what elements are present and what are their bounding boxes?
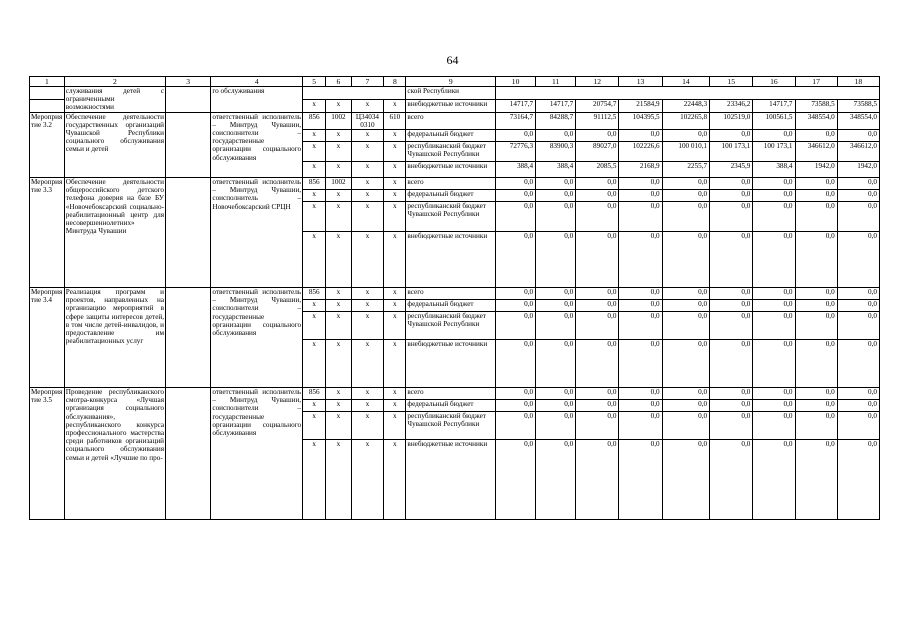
value-cell: 0,0 bbox=[496, 412, 536, 440]
cell-col3 bbox=[166, 288, 211, 388]
cell-col3 bbox=[166, 112, 211, 177]
value-cell: 346612,0 bbox=[795, 142, 837, 162]
value-cell: 0,0 bbox=[662, 400, 709, 412]
header-col-18: 18 bbox=[837, 77, 879, 87]
value-cell: 0,0 bbox=[576, 130, 619, 142]
code-cell: x bbox=[303, 312, 326, 340]
code-cell: x bbox=[384, 99, 406, 112]
table-row bbox=[30, 112, 880, 129]
value-cell: 0,0 bbox=[710, 340, 753, 388]
source-cell: внебюджетные источники bbox=[406, 99, 496, 112]
value-cell: 0,0 bbox=[536, 178, 576, 190]
value-cell: 0,0 bbox=[496, 178, 536, 190]
value-cell: 0,0 bbox=[536, 388, 576, 400]
value-cell: 0,0 bbox=[496, 190, 536, 202]
code-cell: x bbox=[384, 202, 406, 232]
value-cell: 0,0 bbox=[753, 312, 795, 340]
value-cell: 0,0 bbox=[619, 178, 662, 190]
continuation-executor: го обслуживания bbox=[211, 87, 303, 113]
code-cell: x bbox=[384, 190, 406, 202]
code-cell: x bbox=[326, 202, 351, 232]
code-cell: x bbox=[326, 300, 351, 312]
table-row bbox=[30, 288, 880, 300]
value-cell: 0,0 bbox=[536, 202, 576, 232]
value-cell: 100 173,1 bbox=[710, 142, 753, 162]
code-cell: 856 bbox=[303, 112, 326, 129]
source-cell: республиканский бюджет Чувашской Республики bbox=[406, 312, 496, 340]
code-cell: x bbox=[351, 99, 384, 112]
code-cell: x bbox=[326, 190, 351, 202]
code-cell: x bbox=[303, 162, 326, 178]
value-cell: 0,0 bbox=[496, 288, 536, 300]
value-cell: 0,0 bbox=[795, 288, 837, 300]
value-cell: 0,0 bbox=[795, 440, 837, 520]
source-cell: федеральный бюджет bbox=[406, 130, 496, 142]
value-cell: 0,0 bbox=[837, 130, 879, 142]
source-cell: внебюджетные источники bbox=[406, 340, 496, 388]
value-cell: 20754,7 bbox=[576, 99, 619, 112]
table-row bbox=[30, 388, 880, 400]
code-cell: x bbox=[303, 232, 326, 288]
source-cell: внебюджетные источники bbox=[406, 232, 496, 288]
header-col-9: 9 bbox=[406, 77, 496, 87]
value-cell: 100561,5 bbox=[753, 112, 795, 129]
value-cell: 0,0 bbox=[753, 288, 795, 300]
source-cell: всего bbox=[406, 388, 496, 400]
value-cell: 0,0 bbox=[576, 300, 619, 312]
value-cell: 0,0 bbox=[837, 300, 879, 312]
value-cell: 73164,7 bbox=[496, 112, 536, 129]
value-cell: 0,0 bbox=[619, 130, 662, 142]
code-cell: 1002 bbox=[326, 112, 351, 129]
value-cell: 0,0 bbox=[662, 130, 709, 142]
value-cell: 0,0 bbox=[710, 312, 753, 340]
code-cell: x bbox=[303, 300, 326, 312]
measure-description: Проведение республиканского смотра-конкурса «Лучшая организация социального обслуживания», республиканского конкурса профессионального мастерства среди работников организаций социального обслуживания семьи и детей «Лучшие по про- bbox=[64, 388, 165, 520]
value-cell: 0,0 bbox=[710, 232, 753, 288]
value-cell: 102265,8 bbox=[662, 112, 709, 129]
header-col-6: 6 bbox=[326, 77, 351, 87]
measure-executor: ответственный исполнитель – Минтруд Чувашии, соисполнители – государственные организации социального обслуживания bbox=[211, 112, 303, 177]
source-cell: республиканский бюджет Чувашской Республики bbox=[406, 412, 496, 440]
value-cell: 0,0 bbox=[662, 340, 709, 388]
value-cell: 0,0 bbox=[619, 388, 662, 400]
code-cell: 610 bbox=[384, 112, 406, 129]
code-cell: x bbox=[351, 300, 384, 312]
code-cell: x bbox=[384, 312, 406, 340]
value-cell: 0,0 bbox=[576, 312, 619, 340]
value-cell: 0,0 bbox=[619, 232, 662, 288]
code-cell: x bbox=[303, 400, 326, 412]
code-cell: x bbox=[384, 178, 406, 190]
value-cell: 0,0 bbox=[496, 300, 536, 312]
measure-executor: ответственный исполнитель – Минтруд Чувашии, соисполнители – государственные организации социального обслуживания bbox=[211, 388, 303, 520]
value-cell: 388,4 bbox=[496, 162, 536, 178]
table-row bbox=[30, 178, 880, 190]
value-cell: 0,0 bbox=[496, 202, 536, 232]
table-body bbox=[30, 77, 880, 520]
header-col-1: 1 bbox=[30, 77, 65, 87]
value-cell: 0,0 bbox=[753, 232, 795, 288]
value-cell: 348554,0 bbox=[837, 112, 879, 129]
code-cell: x bbox=[303, 99, 326, 112]
value-cell: 0,0 bbox=[536, 288, 576, 300]
value-cell: 0,0 bbox=[619, 340, 662, 388]
code-cell: x bbox=[326, 130, 351, 142]
continuation-row-1 bbox=[30, 87, 880, 100]
value-cell: 0,0 bbox=[795, 300, 837, 312]
value-cell: 348554,0 bbox=[795, 112, 837, 129]
value-cell: 0,0 bbox=[710, 288, 753, 300]
measure-name: Мероприятие 3.3 bbox=[30, 178, 65, 288]
code-cell: x bbox=[326, 312, 351, 340]
header-col-12: 12 bbox=[576, 77, 619, 87]
code-cell: x bbox=[384, 142, 406, 162]
value-cell: 0,0 bbox=[662, 178, 709, 190]
cell-values-empty bbox=[496, 87, 880, 100]
value-cell: 388,4 bbox=[536, 162, 576, 178]
code-cell: x bbox=[384, 412, 406, 440]
value-cell: 0,0 bbox=[795, 388, 837, 400]
code-cell: x bbox=[351, 388, 384, 400]
value-cell: 0,0 bbox=[710, 178, 753, 190]
measure-executor: ответственный исполнитель – Минтруд Чувашии, соисполнитель – Новочебоксарский СРЦН bbox=[211, 178, 303, 288]
source-cell: федеральный бюджет bbox=[406, 400, 496, 412]
value-cell: 22448,3 bbox=[662, 99, 709, 112]
source-cell: всего bbox=[406, 112, 496, 129]
measure-name: Мероприятие 3.2 bbox=[30, 112, 65, 177]
value-cell: 0,0 bbox=[710, 202, 753, 232]
value-cell: 0,0 bbox=[795, 202, 837, 232]
value-cell: 0,0 bbox=[576, 232, 619, 288]
value-cell: 0,0 bbox=[536, 190, 576, 202]
cell-col1 bbox=[30, 87, 65, 100]
value-cell: 0,0 bbox=[837, 388, 879, 400]
measure-description: Обеспечение деятельности общероссийского детского телефона доверия на базе БУ «Новочебоксарский социально-реабилитационный центр для несовершеннолетних» Минтруда Чувашии bbox=[64, 178, 165, 288]
code-cell: x bbox=[351, 130, 384, 142]
value-cell: 0,0 bbox=[619, 202, 662, 232]
value-cell: 0,0 bbox=[662, 312, 709, 340]
value-cell: 2255,7 bbox=[662, 162, 709, 178]
value-cell: 0,0 bbox=[710, 388, 753, 400]
value-cell: 0,0 bbox=[576, 202, 619, 232]
value-cell: 0,0 bbox=[496, 130, 536, 142]
code-cell: 856 bbox=[303, 388, 326, 400]
code-cell: x bbox=[326, 400, 351, 412]
value-cell: 104395,5 bbox=[619, 112, 662, 129]
value-cell: 0,0 bbox=[837, 190, 879, 202]
value-cell: 0,0 bbox=[536, 340, 576, 388]
value-cell: 84288,7 bbox=[536, 112, 576, 129]
code-cell: x bbox=[351, 142, 384, 162]
code-cell: x bbox=[351, 400, 384, 412]
value-cell: 73588,5 bbox=[837, 99, 879, 112]
value-cell: 0,0 bbox=[536, 400, 576, 412]
source-cell: федеральный бюджет bbox=[406, 300, 496, 312]
header-row bbox=[30, 77, 880, 87]
header-col-7: 7 bbox=[351, 77, 384, 87]
code-cell: x bbox=[303, 440, 326, 520]
code-cell: x bbox=[384, 340, 406, 388]
value-cell: 0,0 bbox=[795, 412, 837, 440]
value-cell: 0,0 bbox=[576, 400, 619, 412]
value-cell: 0,0 bbox=[536, 412, 576, 440]
value-cell: 0,0 bbox=[710, 190, 753, 202]
measure-name: Мероприятие 3.5 bbox=[30, 388, 65, 520]
code-cell: x bbox=[326, 412, 351, 440]
value-cell: 0,0 bbox=[837, 288, 879, 300]
value-cell: 0,0 bbox=[837, 340, 879, 388]
code-cell: x bbox=[303, 130, 326, 142]
code-cell: 856 bbox=[303, 288, 326, 300]
value-cell: 2345,9 bbox=[710, 162, 753, 178]
code-cell: 856 bbox=[303, 178, 326, 190]
value-cell: 0,0 bbox=[619, 190, 662, 202]
value-cell: 0,0 bbox=[662, 440, 709, 520]
value-cell: 14717,7 bbox=[753, 99, 795, 112]
value-cell: 0,0 bbox=[753, 388, 795, 400]
value-cell: 23346,2 bbox=[710, 99, 753, 112]
value-cell: 0,0 bbox=[662, 388, 709, 400]
code-cell: x bbox=[384, 162, 406, 178]
value-cell: 0,0 bbox=[662, 190, 709, 202]
source-cell: всего bbox=[406, 288, 496, 300]
value-cell: 0,0 bbox=[576, 412, 619, 440]
code-cell: x bbox=[326, 288, 351, 300]
value-cell: 0,0 bbox=[662, 232, 709, 288]
funding-table bbox=[29, 76, 880, 520]
value-cell: 0,0 bbox=[710, 440, 753, 520]
header-col-2: 2 bbox=[64, 77, 165, 87]
value-cell: 0,0 bbox=[662, 288, 709, 300]
value-cell: 100 010,1 bbox=[662, 142, 709, 162]
value-cell: 91112,5 bbox=[576, 112, 619, 129]
code-cell: x bbox=[326, 340, 351, 388]
value-cell: 0,0 bbox=[536, 130, 576, 142]
header-col-16: 16 bbox=[753, 77, 795, 87]
value-cell: 0,0 bbox=[619, 312, 662, 340]
value-cell: 0,0 bbox=[576, 388, 619, 400]
value-cell: 0,0 bbox=[753, 178, 795, 190]
value-cell: 0,0 bbox=[662, 300, 709, 312]
value-cell: 0,0 bbox=[753, 300, 795, 312]
code-cell: x bbox=[351, 202, 384, 232]
code-cell: x bbox=[351, 232, 384, 288]
code-cell: x bbox=[303, 412, 326, 440]
value-cell: 0,0 bbox=[576, 288, 619, 300]
value-cell: 0,0 bbox=[576, 440, 619, 520]
value-cell: 0,0 bbox=[496, 388, 536, 400]
value-cell: 0,0 bbox=[619, 288, 662, 300]
header-col-15: 15 bbox=[710, 77, 753, 87]
header-col-17: 17 bbox=[795, 77, 837, 87]
value-cell: 100 173,1 bbox=[753, 142, 795, 162]
value-cell: 0,0 bbox=[753, 412, 795, 440]
value-cell: 0,0 bbox=[837, 400, 879, 412]
value-cell: 0,0 bbox=[576, 340, 619, 388]
header-col-13: 13 bbox=[619, 77, 662, 87]
header-col-8: 8 bbox=[384, 77, 406, 87]
cell-col3 bbox=[166, 388, 211, 520]
value-cell: 0,0 bbox=[837, 178, 879, 190]
value-cell: 0,0 bbox=[576, 190, 619, 202]
value-cell: 1942,0 bbox=[837, 162, 879, 178]
code-cell: Ц34034 0310 bbox=[351, 112, 384, 129]
value-cell: 0,0 bbox=[753, 130, 795, 142]
value-cell: 388,4 bbox=[753, 162, 795, 178]
measure-name: Мероприятие 3.4 bbox=[30, 288, 65, 388]
value-cell: 0,0 bbox=[619, 300, 662, 312]
value-cell: 73588,5 bbox=[795, 99, 837, 112]
code-cell: x bbox=[384, 400, 406, 412]
code-cell: x bbox=[326, 232, 351, 288]
code-cell: x bbox=[326, 142, 351, 162]
code-cell: x bbox=[351, 178, 384, 190]
code-cell: x bbox=[384, 440, 406, 520]
value-cell: 0,0 bbox=[619, 440, 662, 520]
code-cell: x bbox=[384, 300, 406, 312]
value-cell: 0,0 bbox=[710, 130, 753, 142]
value-cell: 14717,7 bbox=[496, 99, 536, 112]
source-cell: внебюджетные источники bbox=[406, 440, 496, 520]
continuation-source: ской Республики bbox=[406, 87, 496, 100]
code-cell: x bbox=[303, 190, 326, 202]
header-col-11: 11 bbox=[536, 77, 576, 87]
code-cell: x bbox=[351, 162, 384, 178]
source-cell: всего bbox=[406, 178, 496, 190]
cell-col3 bbox=[166, 178, 211, 288]
value-cell: 0,0 bbox=[837, 202, 879, 232]
value-cell: 0,0 bbox=[795, 232, 837, 288]
value-cell: 14717,7 bbox=[536, 99, 576, 112]
value-cell: 0,0 bbox=[619, 412, 662, 440]
value-cell: 0,0 bbox=[753, 340, 795, 388]
value-cell: 0,0 bbox=[710, 412, 753, 440]
value-cell: 72776,3 bbox=[496, 142, 536, 162]
code-cell: x bbox=[303, 202, 326, 232]
value-cell: 2085,5 bbox=[576, 162, 619, 178]
value-cell: 0,0 bbox=[710, 300, 753, 312]
code-cell: x bbox=[351, 190, 384, 202]
value-cell: 0,0 bbox=[837, 440, 879, 520]
code-cell: x bbox=[384, 130, 406, 142]
value-cell: 83900,3 bbox=[536, 142, 576, 162]
value-cell: 0,0 bbox=[795, 400, 837, 412]
value-cell: 0,0 bbox=[536, 312, 576, 340]
cell-col3 bbox=[166, 87, 211, 113]
code-cell: x bbox=[326, 162, 351, 178]
header-col-14: 14 bbox=[662, 77, 709, 87]
code-cell: x bbox=[384, 388, 406, 400]
value-cell: 102226,6 bbox=[619, 142, 662, 162]
value-cell: 0,0 bbox=[496, 440, 536, 520]
code-cell: 1002 bbox=[326, 178, 351, 190]
value-cell: 89027,0 bbox=[576, 142, 619, 162]
code-cell: x bbox=[351, 288, 384, 300]
code-cell: x bbox=[326, 440, 351, 520]
value-cell: 0,0 bbox=[795, 190, 837, 202]
value-cell: 2168,9 bbox=[619, 162, 662, 178]
header-col-3: 3 bbox=[166, 77, 211, 87]
value-cell: 0,0 bbox=[536, 232, 576, 288]
value-cell: 0,0 bbox=[536, 440, 576, 520]
code-cell: x bbox=[384, 288, 406, 300]
measure-description: Реализация программ и проектов, направленных на организацию мероприятий в сфере защиты интересов детей, в том числе детей-инвалидов, и предоставление им реабилитационных услуг bbox=[64, 288, 165, 388]
measure-executor: ответственный исполнитель – Минтруд Чувашии, соисполнители – государственные организации социального обслуживания bbox=[211, 288, 303, 388]
value-cell: 0,0 bbox=[753, 440, 795, 520]
value-cell: 0,0 bbox=[795, 312, 837, 340]
value-cell: 0,0 bbox=[795, 178, 837, 190]
code-cell: x bbox=[303, 142, 326, 162]
source-cell: республиканский бюджет Чувашской Республики bbox=[406, 142, 496, 162]
page-number: 64 bbox=[446, 53, 459, 67]
value-cell: 346612,0 bbox=[837, 142, 879, 162]
code-cell: x bbox=[351, 412, 384, 440]
header-col-5: 5 bbox=[303, 77, 326, 87]
header-col-10: 10 bbox=[496, 77, 536, 87]
value-cell: 0,0 bbox=[710, 400, 753, 412]
value-cell: 0,0 bbox=[837, 312, 879, 340]
value-cell: 0,0 bbox=[576, 178, 619, 190]
value-cell: 0,0 bbox=[662, 412, 709, 440]
value-cell: 0,0 bbox=[753, 190, 795, 202]
source-cell: республиканский бюджет Чувашской Республики bbox=[406, 202, 496, 232]
code-cell: x bbox=[351, 440, 384, 520]
value-cell: 1942,0 bbox=[795, 162, 837, 178]
value-cell: 0,0 bbox=[837, 232, 879, 288]
code-cell: x bbox=[384, 232, 406, 288]
value-cell: 0,0 bbox=[795, 340, 837, 388]
value-cell: 0,0 bbox=[662, 202, 709, 232]
value-cell: 0,0 bbox=[496, 400, 536, 412]
source-cell: внебюджетные источники bbox=[406, 162, 496, 178]
value-cell: 102519,0 bbox=[710, 112, 753, 129]
value-cell: 0,0 bbox=[795, 130, 837, 142]
code-cell: x bbox=[351, 340, 384, 388]
value-cell: 0,0 bbox=[496, 312, 536, 340]
value-cell: 0,0 bbox=[619, 400, 662, 412]
continuation-description: служивания детей с ограниченными возможностями bbox=[65, 87, 165, 112]
value-cell: 21584,9 bbox=[619, 99, 662, 112]
value-cell: 0,0 bbox=[753, 202, 795, 232]
code-cell: x bbox=[351, 312, 384, 340]
value-cell: 0,0 bbox=[496, 232, 536, 288]
code-cell: x bbox=[326, 99, 351, 112]
value-cell: 0,0 bbox=[837, 412, 879, 440]
source-cell: федеральный бюджет bbox=[406, 190, 496, 202]
measure-description: Обеспечение деятельности государственных организаций Чувашской Республики социального обслуживания семьи и детей bbox=[64, 112, 165, 177]
value-cell: 0,0 bbox=[753, 400, 795, 412]
code-cell: x bbox=[303, 340, 326, 388]
cell-col1 bbox=[30, 99, 65, 112]
code-cell: x bbox=[326, 388, 351, 400]
value-cell: 0,0 bbox=[536, 300, 576, 312]
header-col-4: 4 bbox=[211, 77, 303, 87]
cell-codes-empty bbox=[303, 87, 406, 100]
value-cell: 0,0 bbox=[496, 340, 536, 388]
